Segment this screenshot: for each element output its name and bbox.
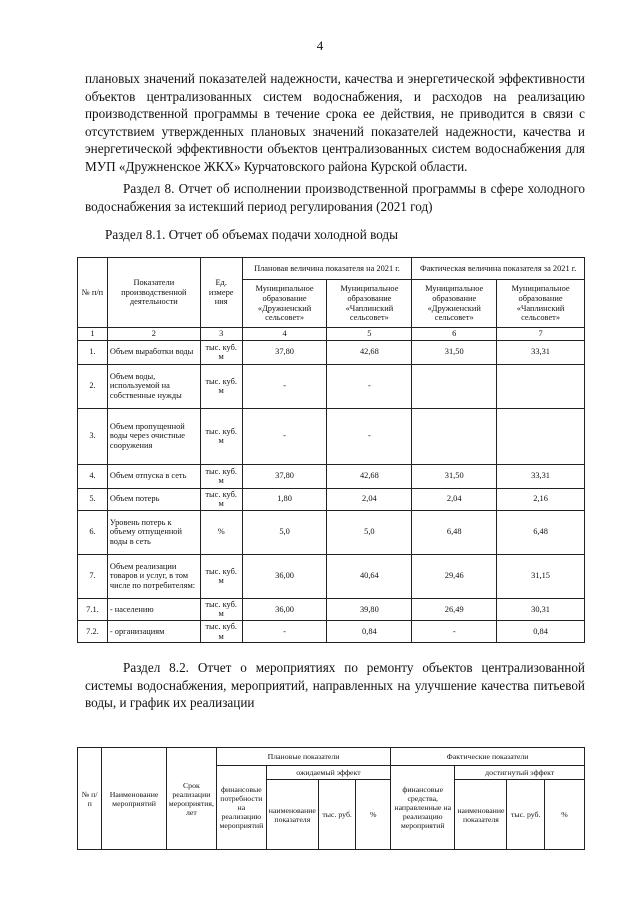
row-unit: тыс. куб. м — [200, 554, 242, 598]
header-plan-muni2: Муниципальное образование «Чаплинский сельсовет» — [327, 280, 412, 328]
col-num: 6 — [412, 328, 497, 341]
row-fact-1: - — [412, 620, 497, 642]
section-8-2-heading: Раздел 8.2. Отчет о мероприятиях по ремонту объектов централизованной системы водоснабжения, мероприятий, направленных на улучшение качества питьевой воды, и график их реализации — [85, 660, 585, 711]
row-number: 7.2. — [78, 620, 108, 642]
col-num: 7 — [497, 328, 585, 341]
row-indicator: - населению — [107, 598, 200, 620]
row-plan-1: 36,00 — [242, 598, 327, 620]
column-number-row — [78, 328, 585, 341]
row-unit: тыс. куб. м — [200, 464, 242, 488]
row-indicator: Объем потерь — [107, 488, 200, 510]
t2-header-achieved: достигнутый эффект — [455, 766, 585, 780]
row-unit: тыс. куб. м — [200, 488, 242, 510]
header-fact: Фактическая величина показателя за 2021 г. — [412, 258, 585, 280]
t2-header-fact-pct: % — [544, 780, 584, 850]
row-plan-2: 2,04 — [327, 488, 412, 510]
row-fact-2: 31,15 — [497, 554, 585, 598]
t2-header-name: Наименование мероприятий — [102, 748, 166, 850]
col-num: 1 — [78, 328, 108, 341]
table-row — [78, 340, 585, 364]
row-fact-1: 29,46 — [412, 554, 497, 598]
table-row — [78, 620, 585, 642]
row-fact-1: 31,50 — [412, 464, 497, 488]
row-plan-2: 42,68 — [327, 464, 412, 488]
t2-header-fact-indicator: наименование показателя — [455, 780, 507, 850]
row-plan-1: 5,0 — [242, 510, 327, 554]
row-fact-1: 31,50 — [412, 340, 497, 364]
row-fact-1: 6,48 — [412, 510, 497, 554]
row-plan-2: 42,68 — [327, 340, 412, 364]
water-supply-table — [77, 257, 585, 643]
page-number: 4 — [316, 38, 324, 53]
row-plan-1: 1,80 — [242, 488, 327, 510]
row-unit: тыс. куб. м — [200, 408, 242, 464]
row-indicator: Объем отпуска в сеть — [107, 464, 200, 488]
header-fact-muni2: Муниципальное образование «Чаплинский сельсовет» — [497, 280, 585, 328]
header-indicators: Показатели производственной деятельности — [107, 258, 200, 328]
row-number: 7.1. — [78, 598, 108, 620]
row-plan-1: 36,00 — [242, 554, 327, 598]
row-fact-2: 2,16 — [497, 488, 585, 510]
row-fact-2: 33,31 — [497, 464, 585, 488]
table-row — [78, 510, 585, 554]
t2-header-fact-fin: финансовые средства, направленные на реализацию мероприятий — [391, 766, 455, 850]
col-num: 2 — [107, 328, 200, 341]
table-row — [78, 364, 585, 408]
row-plan-2: 0,84 — [327, 620, 412, 642]
t2-header-plan-pct: % — [356, 780, 391, 850]
row-fact-2: 6,48 — [497, 510, 585, 554]
row-plan-2: 40,64 — [327, 554, 412, 598]
header-num: № п/п — [78, 258, 108, 328]
row-fact-2: 30,31 — [497, 598, 585, 620]
section-8-heading: Раздел 8. Отчет об исполнении производственной программы в сфере холодного водоснабжения за истекший период регулирования (2021 год) — [85, 181, 585, 214]
row-indicator: - организациям — [107, 620, 200, 642]
row-unit: тыс. куб. м — [200, 364, 242, 408]
row-fact-1: 2,04 — [412, 488, 497, 510]
row-plan-1: 37,80 — [242, 340, 327, 364]
section-8-1-heading: Раздел 8.1. Отчет об объемах подачи холодной воды — [105, 227, 398, 242]
col-num: 3 — [200, 328, 242, 341]
table-row — [78, 464, 585, 488]
measures-table — [77, 747, 585, 850]
row-unit: тыс. куб. м — [200, 598, 242, 620]
row-fact-2: 33,31 — [497, 340, 585, 364]
header-plan: Плановая величина показателя на 2021 г. — [242, 258, 412, 280]
row-number: 3. — [78, 408, 108, 464]
t2-header-fact: Фактические показатели — [391, 748, 585, 766]
row-plan-2: - — [327, 408, 412, 464]
header-fact-muni1: Муниципальное образование «Дружненский сельсовет» — [412, 280, 497, 328]
row-number: 1. — [78, 340, 108, 364]
t2-header-plan: Плановые показатели — [216, 748, 390, 766]
t2-header-term: Срок реализации мероприятия, лет — [166, 748, 216, 850]
row-plan-1: 37,80 — [242, 464, 327, 488]
paragraph-intro: плановых значений показателей надежности, качества и энергетической эффективности объектов централизованных систем водоснабжения, и расходов на реализацию производственной программы в течение срока ее действия, не приводится в связи с отсутствием утвержденных плановых значений показателей надежности, качества и энергетической эффективности объектов централизованных систем водоснабжения для МУП «Дружненское ЖКХ» Курчатовского района Курской области. — [85, 71, 585, 174]
row-unit: % — [200, 510, 242, 554]
t2-header-plan-rub: тыс. руб. — [318, 780, 355, 850]
row-fact-1: 26,49 — [412, 598, 497, 620]
table-row — [78, 408, 585, 464]
row-plan-1: - — [242, 620, 327, 642]
row-number: 5. — [78, 488, 108, 510]
row-plan-1: - — [242, 364, 327, 408]
row-fact-2 — [497, 408, 585, 464]
table-row — [78, 598, 585, 620]
t2-header-plan-indicator: наименование показателя — [266, 780, 318, 850]
col-num: 5 — [327, 328, 412, 341]
header-unit: Ед. измере ния — [200, 258, 242, 328]
row-indicator: Объем реализации товаров и услуг, в том числе по потребителям: — [107, 554, 200, 598]
row-number: 4. — [78, 464, 108, 488]
row-number: 6. — [78, 510, 108, 554]
row-plan-2: - — [327, 364, 412, 408]
row-indicator: Объем выработки воды — [107, 340, 200, 364]
row-indicator: Уровень потерь к объему отпущенной воды в сеть — [107, 510, 200, 554]
t2-header-num: № п/ п — [78, 748, 102, 850]
row-fact-1 — [412, 364, 497, 408]
row-indicator: Объем воды, используемой на собственные нужды — [107, 364, 200, 408]
table-row — [78, 554, 585, 598]
row-number: 7. — [78, 554, 108, 598]
t2-header-expected: ожидаемый эффект — [266, 766, 390, 780]
t2-header-plan-fin: финансовые потребности на реализацию мероприятий — [216, 766, 266, 850]
row-indicator: Объем пропущенной воды через очистные сооружения — [107, 408, 200, 464]
row-fact-2: 0,84 — [497, 620, 585, 642]
row-unit: тыс. куб. м — [200, 340, 242, 364]
row-fact-2 — [497, 364, 585, 408]
col-num: 4 — [242, 328, 327, 341]
row-number: 2. — [78, 364, 108, 408]
row-plan-1: - — [242, 408, 327, 464]
t2-header-fact-rub: тыс. руб. — [507, 780, 544, 850]
row-fact-1 — [412, 408, 497, 464]
header-plan-muni1: Муниципальное образование «Дружненский сельсовет» — [242, 280, 327, 328]
row-plan-2: 39,80 — [327, 598, 412, 620]
table-row — [78, 488, 585, 510]
row-plan-2: 5,0 — [327, 510, 412, 554]
row-unit: тыс. куб. м — [200, 620, 242, 642]
